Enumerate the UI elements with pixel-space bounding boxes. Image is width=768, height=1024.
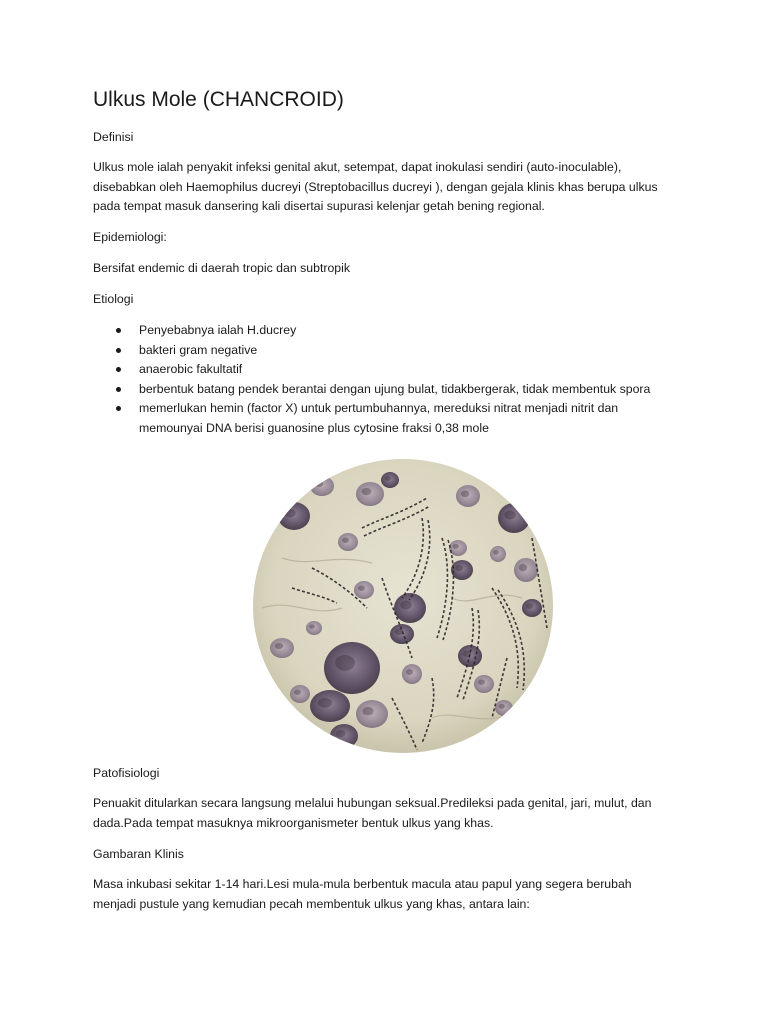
list-item-text: Penyebabnya ialah H.ducrey: [139, 323, 297, 337]
list-item: [93, 360, 673, 380]
heading-etiologi: Etiologi: [93, 292, 134, 306]
list-item-text: bakteri gram negative: [139, 342, 258, 357]
microscopy-image: [252, 458, 554, 754]
list-item: [93, 341, 673, 361]
list-item: [93, 380, 673, 400]
bullet-icon: [116, 406, 121, 411]
heading-epidemiologi: Epidemiologi:: [93, 230, 167, 244]
bullet-icon: [116, 348, 121, 353]
definisi-text: Ulkus mole ialah penyakit infeksi genital akut, setempat, dapat inokulasi sendiri (auto-inoculable), disebabkan oleh Haemophilus ducreyi (Streptobacillus ducreyi ), dengan gejala klinis khas berupa ulkus pada tempat masuk dansering kali disertai supurasi kelenjar getah bening regional.: [93, 160, 658, 213]
gambaran-klinis-text: Masa inkubasi sekitar 1-14 hari.Lesi mula-mula berbentuk macula atau papul yang segera berubah menjadi pustule yang kemudian pecah membentuk ulkus yang khas, antara lain:: [93, 877, 632, 911]
bullet-icon: [116, 387, 121, 392]
page-title: Ulkus Mole (CHANCROID): [93, 88, 344, 111]
list-item-text: memerlukan hemin (factor X) untuk pertumbuhannya, mereduksi nitrat menjadi nitrit dan memounyai DNA berisi guanosine plus cytosine fraksi 0,38 mole: [139, 401, 619, 435]
heading-definisi: Definisi: [93, 130, 134, 144]
list-item-text: anaerobic fakultatif: [139, 362, 243, 376]
heading-gambaran-klinis: Gambaran Klinis: [93, 847, 184, 861]
patofisiologi-text: Penuakit ditularkan secara langsung melalui hubungan seksual.Predileksi pada genital, jari, mulut, dan dada.Pada tempat masuknya mikroorganismeter bentuk ulkus yang khas.: [93, 796, 652, 830]
epidemiologi-text: Bersifat endemic di daerah tropic dan subtropik: [93, 261, 351, 275]
etiologi-list: [93, 321, 673, 438]
bullet-icon: [116, 328, 121, 333]
bullet-icon: [116, 367, 121, 372]
heading-patofisiologi: Patofisiologi: [93, 766, 160, 780]
list-item: [93, 321, 673, 341]
microscopy-illustration: [252, 458, 554, 754]
list-item-text: berbentuk batang pendek berantai dengan ujung bulat, tidakbergerak, tidak membentuk spora: [139, 381, 651, 396]
list-item: [93, 399, 673, 438]
